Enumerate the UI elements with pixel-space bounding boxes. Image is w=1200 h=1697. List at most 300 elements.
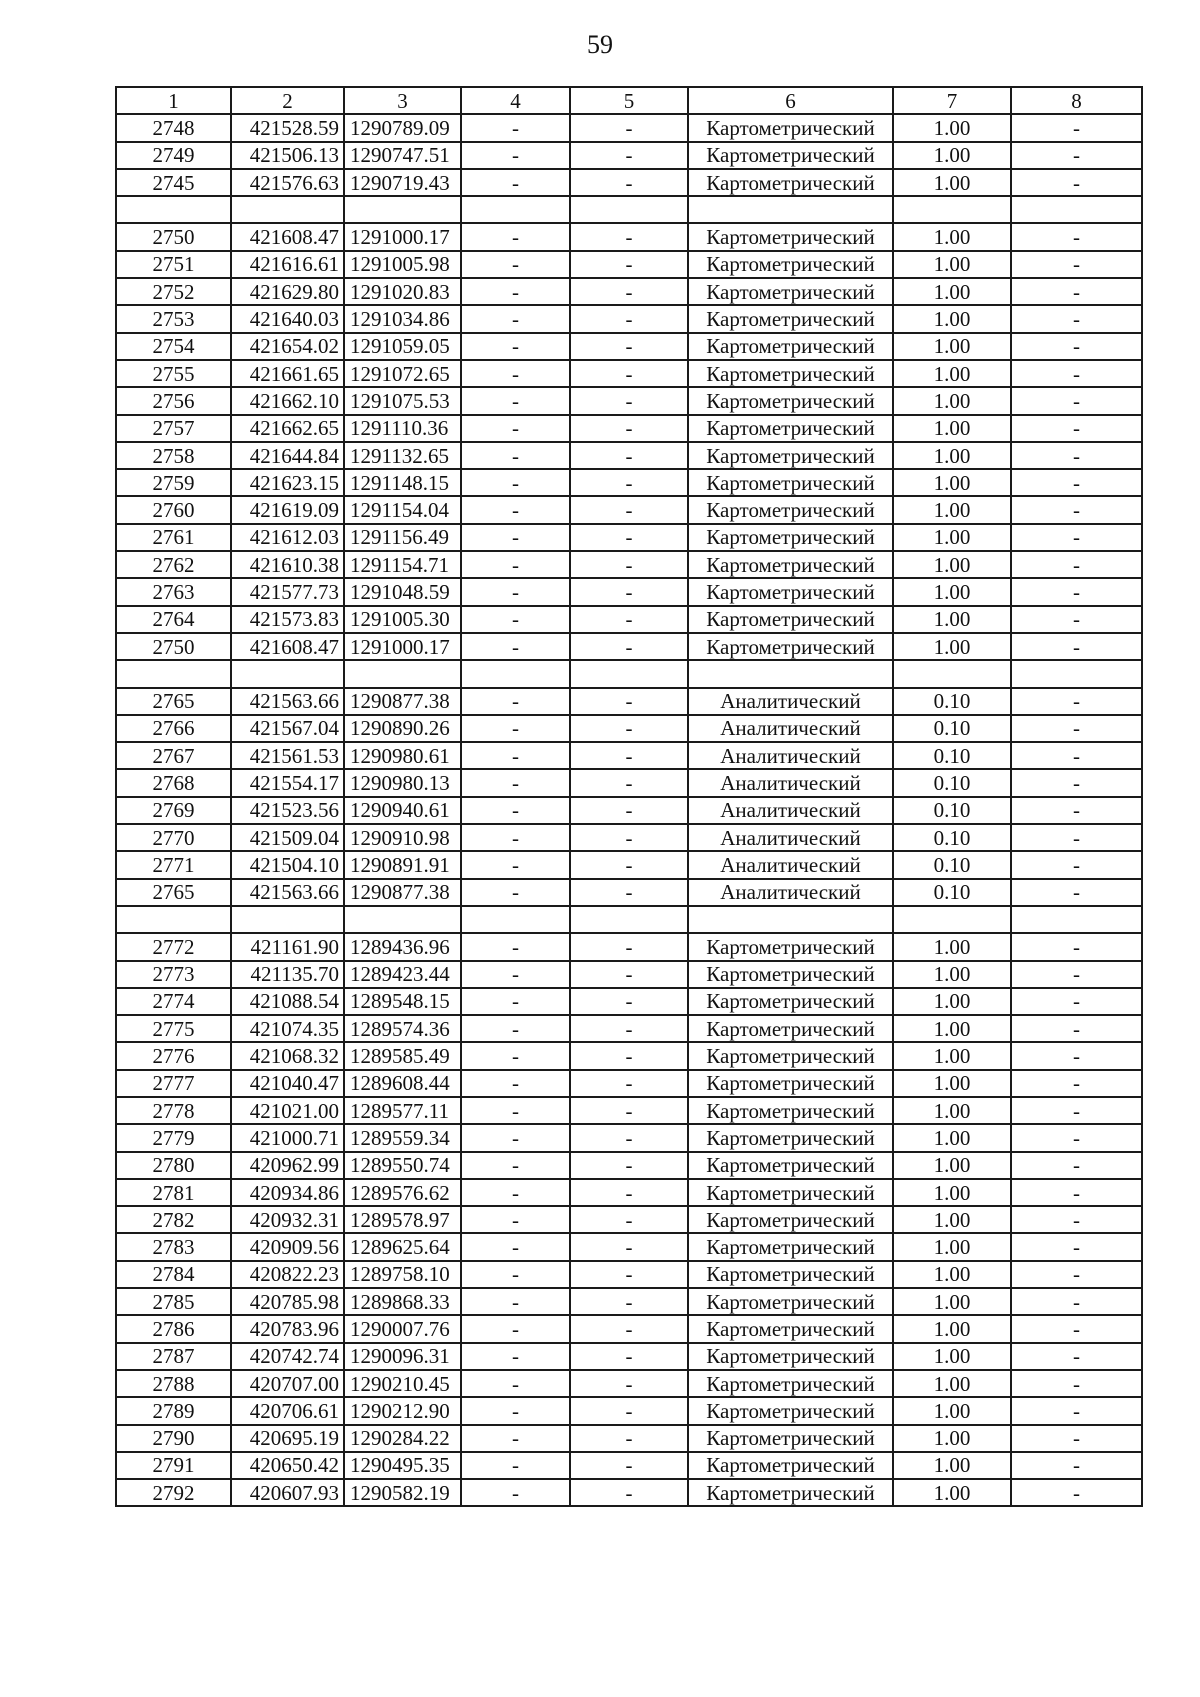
point-number-cell: 2761 — [116, 524, 231, 551]
point-number-cell: 2785 — [116, 1288, 231, 1315]
col8-cell: - — [1011, 742, 1142, 769]
col4-cell: - — [461, 1452, 570, 1479]
method-cell: Картометрический — [688, 1152, 893, 1179]
accuracy-cell: 1.00 — [893, 1152, 1011, 1179]
table-row — [116, 1042, 1142, 1069]
y-coordinate-cell: 1290719.43 — [344, 169, 461, 196]
point-number-cell: 2765 — [116, 688, 231, 715]
method-cell: Картометрический — [688, 415, 893, 442]
col8-cell: - — [1011, 469, 1142, 496]
accuracy-cell: 1.00 — [893, 251, 1011, 278]
accuracy-cell: 1.00 — [893, 1070, 1011, 1097]
col8-cell: - — [1011, 223, 1142, 250]
x-coordinate-cell: 421610.38 — [231, 551, 344, 578]
point-number-cell: 2757 — [116, 415, 231, 442]
col4-cell: - — [461, 606, 570, 633]
x-coordinate-cell: 420706.61 — [231, 1397, 344, 1424]
point-number-cell — [116, 660, 231, 687]
y-coordinate-cell: 1290747.51 — [344, 142, 461, 169]
table-row — [116, 551, 1142, 578]
page-number: 59 — [587, 30, 613, 59]
method-cell: Картометрический — [688, 1261, 893, 1288]
x-coordinate-cell: 420909.56 — [231, 1233, 344, 1260]
accuracy-cell: 1.00 — [893, 387, 1011, 414]
col8-cell — [1011, 660, 1142, 687]
col5-cell: - — [570, 142, 688, 169]
accuracy-cell: 1.00 — [893, 1042, 1011, 1069]
accuracy-cell: 0.10 — [893, 879, 1011, 906]
table-row — [116, 742, 1142, 769]
x-coordinate-cell: 421644.84 — [231, 442, 344, 469]
x-coordinate-cell: 421561.53 — [231, 742, 344, 769]
y-coordinate-cell: 1291154.04 — [344, 496, 461, 523]
col8-cell: - — [1011, 633, 1142, 660]
point-number-cell: 2786 — [116, 1315, 231, 1342]
col8-cell: - — [1011, 1425, 1142, 1452]
table-row — [116, 1097, 1142, 1124]
method-cell: Картометрический — [688, 142, 893, 169]
col8-cell: - — [1011, 1015, 1142, 1042]
col8-cell: - — [1011, 333, 1142, 360]
col4-cell: - — [461, 1370, 570, 1397]
col4-cell: - — [461, 551, 570, 578]
point-number-cell: 2751 — [116, 251, 231, 278]
col4-cell: - — [461, 1397, 570, 1424]
col5-cell: - — [570, 1152, 688, 1179]
col8-cell: - — [1011, 1152, 1142, 1179]
table-row — [116, 797, 1142, 824]
header-cell: 8 — [1011, 87, 1142, 114]
table-row — [116, 633, 1142, 660]
method-cell: Картометрический — [688, 1233, 893, 1260]
table-row — [116, 1261, 1142, 1288]
x-coordinate-cell: 421654.02 — [231, 333, 344, 360]
col4-cell: - — [461, 223, 570, 250]
x-coordinate-cell: 421021.00 — [231, 1097, 344, 1124]
method-cell: Картометрический — [688, 1452, 893, 1479]
col8-cell: - — [1011, 606, 1142, 633]
col4-cell: - — [461, 1124, 570, 1151]
table-row — [116, 1315, 1142, 1342]
y-coordinate-cell — [344, 196, 461, 223]
col4-cell: - — [461, 333, 570, 360]
table-row — [116, 906, 1142, 933]
accuracy-cell: 0.10 — [893, 715, 1011, 742]
x-coordinate-cell: 421608.47 — [231, 223, 344, 250]
y-coordinate-cell: 1290789.09 — [344, 114, 461, 141]
col4-cell: - — [461, 851, 570, 878]
method-cell: Картометрический — [688, 333, 893, 360]
y-coordinate-cell: 1291000.17 — [344, 223, 461, 250]
accuracy-cell: 1.00 — [893, 1124, 1011, 1151]
col5-cell: - — [570, 715, 688, 742]
point-number-cell: 2775 — [116, 1015, 231, 1042]
x-coordinate-cell: 421577.73 — [231, 578, 344, 605]
table-row — [116, 1452, 1142, 1479]
col8-cell: - — [1011, 278, 1142, 305]
col5-cell: - — [570, 333, 688, 360]
accuracy-cell: 1.00 — [893, 1179, 1011, 1206]
method-cell: Картометрический — [688, 469, 893, 496]
table-row — [116, 305, 1142, 332]
x-coordinate-cell: 421528.59 — [231, 114, 344, 141]
method-cell: Картометрический — [688, 1206, 893, 1233]
accuracy-cell: 1.00 — [893, 1097, 1011, 1124]
point-number-cell — [116, 906, 231, 933]
header-cell: 7 — [893, 87, 1011, 114]
point-number-cell: 2774 — [116, 988, 231, 1015]
col5-cell: - — [570, 223, 688, 250]
col8-cell: - — [1011, 1479, 1142, 1506]
y-coordinate-cell: 1291034.86 — [344, 305, 461, 332]
x-coordinate-cell: 421661.65 — [231, 360, 344, 387]
col8-cell: - — [1011, 1261, 1142, 1288]
x-coordinate-cell: 420607.93 — [231, 1479, 344, 1506]
accuracy-cell: 1.00 — [893, 988, 1011, 1015]
accuracy-cell: 1.00 — [893, 1233, 1011, 1260]
col4-cell: - — [461, 305, 570, 332]
col4-cell: - — [461, 360, 570, 387]
point-number-cell: 2745 — [116, 169, 231, 196]
coordinates-table — [115, 86, 1143, 1507]
accuracy-cell: 1.00 — [893, 360, 1011, 387]
x-coordinate-cell: 421619.09 — [231, 496, 344, 523]
table-row — [116, 1479, 1142, 1506]
method-cell: Картометрический — [688, 169, 893, 196]
col8-cell: - — [1011, 1179, 1142, 1206]
col4-cell: - — [461, 415, 570, 442]
col8-cell: - — [1011, 879, 1142, 906]
col5-cell: - — [570, 169, 688, 196]
col8-cell: - — [1011, 715, 1142, 742]
x-coordinate-cell: 421640.03 — [231, 305, 344, 332]
accuracy-cell: 1.00 — [893, 469, 1011, 496]
col8-cell: - — [1011, 415, 1142, 442]
point-number-cell: 2750 — [116, 223, 231, 250]
accuracy-cell: 1.00 — [893, 415, 1011, 442]
table-row — [116, 442, 1142, 469]
point-number-cell: 2772 — [116, 933, 231, 960]
table-row — [116, 1288, 1142, 1315]
point-number-cell: 2787 — [116, 1343, 231, 1370]
method-cell: Картометрический — [688, 1042, 893, 1069]
table-row — [116, 606, 1142, 633]
col4-cell: - — [461, 387, 570, 414]
col4-cell: - — [461, 142, 570, 169]
table-row — [116, 1370, 1142, 1397]
col5-cell — [570, 660, 688, 687]
table-row — [116, 196, 1142, 223]
col5-cell: - — [570, 1370, 688, 1397]
accuracy-cell: 0.10 — [893, 742, 1011, 769]
col4-cell: - — [461, 496, 570, 523]
accuracy-cell: 1.00 — [893, 114, 1011, 141]
table-row — [116, 1124, 1142, 1151]
method-cell: Аналитический — [688, 688, 893, 715]
table-row — [116, 1233, 1142, 1260]
y-coordinate-cell: 1290891.91 — [344, 851, 461, 878]
col8-cell: - — [1011, 578, 1142, 605]
table-row — [116, 469, 1142, 496]
method-cell: Аналитический — [688, 824, 893, 851]
col4-cell: - — [461, 1042, 570, 1069]
y-coordinate-cell: 1289436.96 — [344, 933, 461, 960]
col5-cell: - — [570, 1097, 688, 1124]
col4-cell: - — [461, 1425, 570, 1452]
accuracy-cell — [893, 196, 1011, 223]
accuracy-cell: 0.10 — [893, 851, 1011, 878]
accuracy-cell: 1.00 — [893, 1261, 1011, 1288]
point-number-cell: 2770 — [116, 824, 231, 851]
col4-cell: - — [461, 797, 570, 824]
col8-cell: - — [1011, 524, 1142, 551]
table-row — [116, 851, 1142, 878]
col5-cell: - — [570, 851, 688, 878]
accuracy-cell: 1.00 — [893, 933, 1011, 960]
method-cell: Картометрический — [688, 1288, 893, 1315]
col5-cell: - — [570, 688, 688, 715]
col5-cell: - — [570, 1343, 688, 1370]
y-coordinate-cell: 1291072.65 — [344, 360, 461, 387]
accuracy-cell: 0.10 — [893, 769, 1011, 796]
table-row — [116, 142, 1142, 169]
y-coordinate-cell: 1289550.74 — [344, 1152, 461, 1179]
col8-cell: - — [1011, 1097, 1142, 1124]
method-cell: Картометрический — [688, 1397, 893, 1424]
method-cell: Картометрический — [688, 251, 893, 278]
table-row — [116, 961, 1142, 988]
method-cell: Картометрический — [688, 578, 893, 605]
col8-cell: - — [1011, 305, 1142, 332]
point-number-cell: 2762 — [116, 551, 231, 578]
x-coordinate-cell: 421563.66 — [231, 879, 344, 906]
accuracy-cell: 1.00 — [893, 1288, 1011, 1315]
y-coordinate-cell: 1290096.31 — [344, 1343, 461, 1370]
accuracy-cell: 0.10 — [893, 824, 1011, 851]
col4-cell: - — [461, 1015, 570, 1042]
method-cell — [688, 196, 893, 223]
col8-cell: - — [1011, 1343, 1142, 1370]
x-coordinate-cell: 421135.70 — [231, 961, 344, 988]
x-coordinate-cell: 421068.32 — [231, 1042, 344, 1069]
col8-cell: - — [1011, 769, 1142, 796]
table-row — [116, 1152, 1142, 1179]
col4-cell: - — [461, 688, 570, 715]
point-number-cell: 2784 — [116, 1261, 231, 1288]
method-cell: Картометрический — [688, 1479, 893, 1506]
method-cell: Картометрический — [688, 1343, 893, 1370]
col5-cell: - — [570, 606, 688, 633]
method-cell: Аналитический — [688, 797, 893, 824]
point-number-cell: 2755 — [116, 360, 231, 387]
method-cell: Картометрический — [688, 278, 893, 305]
y-coordinate-cell: 1289576.62 — [344, 1179, 461, 1206]
point-number-cell: 2790 — [116, 1425, 231, 1452]
col5-cell — [570, 196, 688, 223]
accuracy-cell — [893, 660, 1011, 687]
col8-cell: - — [1011, 933, 1142, 960]
col8-cell: - — [1011, 1042, 1142, 1069]
table-row — [116, 415, 1142, 442]
header-cell: 3 — [344, 87, 461, 114]
table-row — [116, 1070, 1142, 1097]
table-row — [116, 496, 1142, 523]
method-cell: Картометрический — [688, 633, 893, 660]
col8-cell: - — [1011, 496, 1142, 523]
col5-cell: - — [570, 1233, 688, 1260]
table-row — [116, 251, 1142, 278]
col8-cell: - — [1011, 551, 1142, 578]
y-coordinate-cell: 1290890.26 — [344, 715, 461, 742]
table-row — [116, 879, 1142, 906]
y-coordinate-cell: 1291048.59 — [344, 578, 461, 605]
table-row — [116, 1343, 1142, 1370]
point-number-cell: 2754 — [116, 333, 231, 360]
col4-cell: - — [461, 1261, 570, 1288]
col8-cell: - — [1011, 387, 1142, 414]
y-coordinate-cell: 1290877.38 — [344, 688, 461, 715]
method-cell: Картометрический — [688, 442, 893, 469]
col8-cell — [1011, 196, 1142, 223]
col4-cell: - — [461, 1097, 570, 1124]
accuracy-cell: 1.00 — [893, 1479, 1011, 1506]
point-number-cell: 2753 — [116, 305, 231, 332]
table-row — [116, 524, 1142, 551]
point-number-cell: 2750 — [116, 633, 231, 660]
x-coordinate-cell: 420932.31 — [231, 1206, 344, 1233]
col5-cell: - — [570, 742, 688, 769]
col4-cell: - — [461, 578, 570, 605]
table-row — [116, 1206, 1142, 1233]
col8-cell: - — [1011, 1070, 1142, 1097]
method-cell: Картометрический — [688, 606, 893, 633]
col5-cell: - — [570, 961, 688, 988]
col5-cell: - — [570, 415, 688, 442]
x-coordinate-cell: 420783.96 — [231, 1315, 344, 1342]
method-cell: Аналитический — [688, 879, 893, 906]
col8-cell — [1011, 906, 1142, 933]
col5-cell: - — [570, 988, 688, 1015]
accuracy-cell: 1.00 — [893, 305, 1011, 332]
y-coordinate-cell: 1289577.11 — [344, 1097, 461, 1124]
col8-cell: - — [1011, 1370, 1142, 1397]
method-cell: Картометрический — [688, 933, 893, 960]
col5-cell: - — [570, 278, 688, 305]
col5-cell: - — [570, 1425, 688, 1452]
point-number-cell: 2780 — [116, 1152, 231, 1179]
header-cell: 5 — [570, 87, 688, 114]
accuracy-cell: 1.00 — [893, 1015, 1011, 1042]
col4-cell: - — [461, 1343, 570, 1370]
method-cell: Картометрический — [688, 496, 893, 523]
y-coordinate-cell — [344, 906, 461, 933]
method-cell: Аналитический — [688, 851, 893, 878]
x-coordinate-cell: 421088.54 — [231, 988, 344, 1015]
table-row — [116, 169, 1142, 196]
accuracy-cell: 1.00 — [893, 1425, 1011, 1452]
col5-cell: - — [570, 1070, 688, 1097]
table-row — [116, 824, 1142, 851]
table-row — [116, 278, 1142, 305]
accuracy-cell: 1.00 — [893, 578, 1011, 605]
point-number-cell: 2791 — [116, 1452, 231, 1479]
y-coordinate-cell: 1290877.38 — [344, 879, 461, 906]
y-coordinate-cell: 1289574.36 — [344, 1015, 461, 1042]
point-number-cell: 2783 — [116, 1233, 231, 1260]
x-coordinate-cell: 421612.03 — [231, 524, 344, 551]
y-coordinate-cell: 1289578.97 — [344, 1206, 461, 1233]
x-coordinate-cell: 420785.98 — [231, 1288, 344, 1315]
y-coordinate-cell: 1289559.34 — [344, 1124, 461, 1151]
col4-cell: - — [461, 169, 570, 196]
x-coordinate-cell: 420822.23 — [231, 1261, 344, 1288]
col8-cell: - — [1011, 1315, 1142, 1342]
y-coordinate-cell: 1291059.05 — [344, 333, 461, 360]
table-row — [116, 333, 1142, 360]
point-number-cell: 2779 — [116, 1124, 231, 1151]
col8-cell: - — [1011, 1206, 1142, 1233]
col8-cell: - — [1011, 851, 1142, 878]
y-coordinate-cell: 1290980.13 — [344, 769, 461, 796]
col5-cell: - — [570, 1179, 688, 1206]
x-coordinate-cell: 421563.66 — [231, 688, 344, 715]
x-coordinate-cell: 421576.63 — [231, 169, 344, 196]
point-number-cell: 2759 — [116, 469, 231, 496]
header-cell: 4 — [461, 87, 570, 114]
x-coordinate-cell: 421509.04 — [231, 824, 344, 851]
point-number-cell: 2763 — [116, 578, 231, 605]
col4-cell: - — [461, 933, 570, 960]
col4-cell: - — [461, 988, 570, 1015]
accuracy-cell: 1.00 — [893, 1206, 1011, 1233]
col4-cell: - — [461, 1179, 570, 1206]
col5-cell: - — [570, 387, 688, 414]
method-cell: Картометрический — [688, 305, 893, 332]
point-number-cell: 2748 — [116, 114, 231, 141]
method-cell: Картометрический — [688, 961, 893, 988]
method-cell: Картометрический — [688, 223, 893, 250]
col5-cell: - — [570, 1261, 688, 1288]
col8-cell: - — [1011, 1233, 1142, 1260]
accuracy-cell: 1.00 — [893, 1370, 1011, 1397]
accuracy-cell: 1.00 — [893, 1452, 1011, 1479]
accuracy-cell: 1.00 — [893, 551, 1011, 578]
table-row — [116, 114, 1142, 141]
col4-cell: - — [461, 1288, 570, 1315]
header-cell: 6 — [688, 87, 893, 114]
accuracy-cell: 1.00 — [893, 1343, 1011, 1370]
point-number-cell: 2764 — [116, 606, 231, 633]
x-coordinate-cell: 420934.86 — [231, 1179, 344, 1206]
method-cell: Картометрический — [688, 360, 893, 387]
table-row — [116, 688, 1142, 715]
x-coordinate-cell: 421161.90 — [231, 933, 344, 960]
col5-cell: - — [570, 1315, 688, 1342]
col8-cell: - — [1011, 442, 1142, 469]
x-coordinate-cell — [231, 660, 344, 687]
col5-cell: - — [570, 469, 688, 496]
x-coordinate-cell: 421554.17 — [231, 769, 344, 796]
col8-cell: - — [1011, 961, 1142, 988]
col8-cell: - — [1011, 988, 1142, 1015]
col4-cell: - — [461, 524, 570, 551]
table-row — [116, 1397, 1142, 1424]
x-coordinate-cell: 421040.47 — [231, 1070, 344, 1097]
col4-cell: - — [461, 114, 570, 141]
y-coordinate-cell: 1289625.64 — [344, 1233, 461, 1260]
col4-cell: - — [461, 824, 570, 851]
col8-cell: - — [1011, 1397, 1142, 1424]
